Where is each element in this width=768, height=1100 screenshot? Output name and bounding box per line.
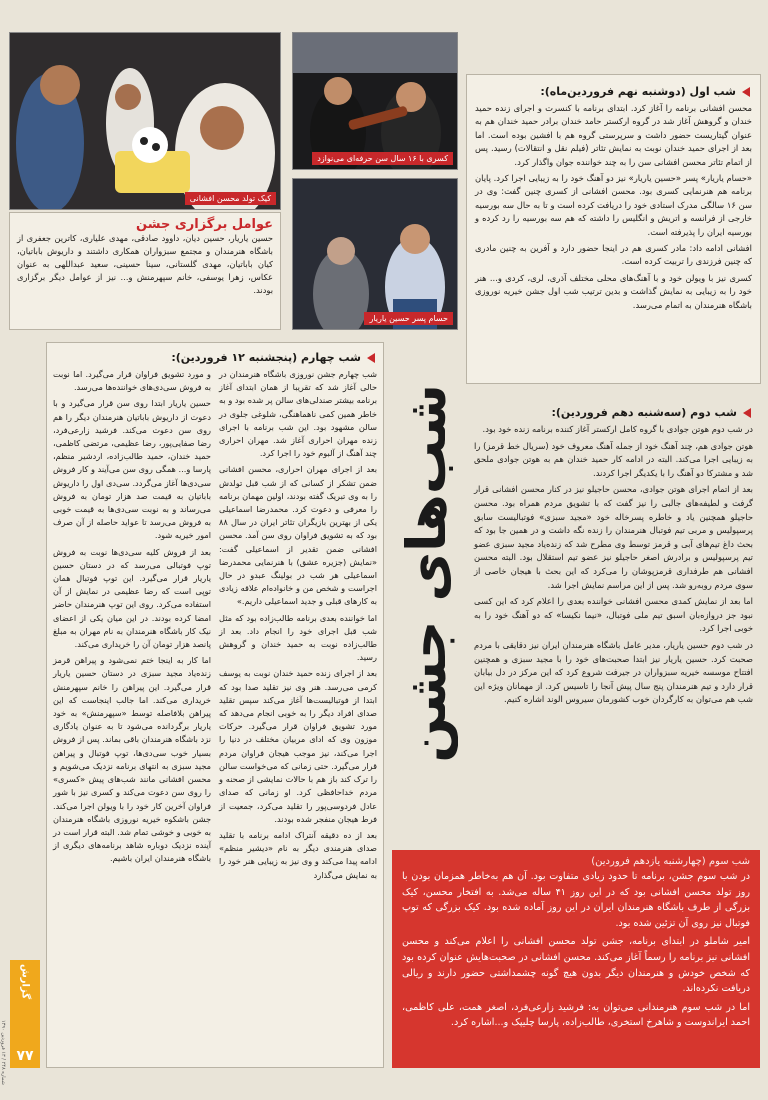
paragraph: اما در شب سوم هنرمندانی می‌توان به: فرشید زارعی‌فرد، اصغر همت، علی کاظمی، احمد ایراندوست و شاهرخ استخری، طالب‌زاده، پارسا چلیپک و...اشاره کرد. bbox=[402, 1001, 750, 1029]
night1-body bbox=[475, 102, 752, 312]
paragraph: امیر شاملو در ابتدای برنامه، جشن تولد محسن افشانی را اعلام می‌کند و محسن افشانی نیز برنامه را رسماً آغاز می‌کند. محسن افشانی در صحبت‌هایش عنوان کرده بود که شخص خودش و هنرمندان دیگر بدون هیچ گونه چشمداشتی حضور دارند و ریالی دریافت نکرده‌اند. bbox=[402, 936, 750, 995]
birthday-caption: کیک تولد محسن افشانی bbox=[185, 192, 276, 205]
section-marker-icon bbox=[742, 87, 750, 97]
paragraph: اما بعد از نمایش کمدی محسن افشانی خواننده بعدی را اعلام کرد که این کسی نبود جز دروازه‌بان اسبق تیم ملی فوتبال، «نیما نکیسا» که دو آهنگ خود را به خوبی اجرا کرد. bbox=[474, 596, 753, 634]
hesam-caption: حسام پسر حسین یاریار bbox=[364, 312, 453, 325]
section-marker-icon bbox=[367, 353, 375, 363]
kasra-photo bbox=[292, 32, 458, 170]
night2-title-text: شب دوم (سه‌شنبه دهم فروردین): bbox=[551, 406, 737, 419]
paragraph: افشانی ادامه داد: مادر کسری هم در اینجا حضور دارد و آفرین به چنین مادری که چنین فرزندی را تربیت کرده است. bbox=[475, 243, 752, 267]
night4-title bbox=[53, 351, 377, 364]
night4-column-left bbox=[53, 368, 211, 885]
night4-columns bbox=[53, 368, 377, 885]
page-side-tab bbox=[10, 960, 40, 1068]
issue-line bbox=[0, 1020, 10, 1090]
birthday-photo-illustration bbox=[10, 33, 281, 210]
night3-body bbox=[402, 869, 750, 1031]
paragraph: شب چهارم جشن نوروزی باشگاه هنرمندان در حالی آغاز شد که تقریبا از همان ابتدای آغاز برنامه بیشتر صندلی‌های سالن پر شده بود و به خاطر همین کمی ناهماهنگی، شلوغی جلوی در سالن مشهود بود. این شب برنامه با اجرای زنده مهران احراری آغاز شد. مهران احراری چند آهنگ از آلبوم خود را اجرا کرد. bbox=[219, 369, 377, 459]
paragraph: «حسام یاریار» پسر «حسین یاریار» نیز دو آهنگ خود را به زیبایی اجرا کرد. پایان برنامه هم هنرنمایی کسری بود. محسن افشانی از کسری چنین گفت: وی در سن ۱۶ سالگی مدرک استادی خود را دریافت کرده است و تا به حال سه بورسیه خارجی از فرانسه و اتریش و انگلیس را داشته که هم سه بورسیه را رد کرده و بورسیه ایران را پذیرفته است. bbox=[475, 173, 752, 237]
paragraph: کسری نیز با ویولن خود و با آهنگ‌های محلی مختلف آذری، لری، کردی و... هنر خود را به زیبایی به نمایش گذاشت و بدین ترتیب شب اول جشن خیریه نوروزی باشگاه هنرمندان به اتمام می‌رسد. bbox=[475, 272, 752, 310]
night3-title: شب سوم (چهارشنبه یازدهم فروردین) bbox=[591, 856, 750, 867]
main-title-text: شب‌های جشن bbox=[394, 383, 458, 763]
paragraph: بعد از اتمام اجرای هوتن جوادی، محسن حاجیلو نیز در کنار محسن افشانی قرار گرفت و لطیفه‌های جالبی را نیز گفت که با تشویق مردم همراه بود. محسن حاجیلو همچنین یاد و خاطره پسرخاله خود «مجید سبزی» فوتبالیست سابق پرسپولیس و مربی تیم فوتبال هنرمندان را زنده نگه داشت و در همین جا بود که بحث داغ تیم‌های آبی و قرمز توسط وی مطرح شد که زنده‌یاد مجید سبزی عضو تیم پرسپولیس و برادرش اصغر حاجیلو نیز عضو تیم استقلال بود. البته محسن افشانی هم طرفداری قرمزپوشان را می‌کرد که این بحث با هیجان خاصی از سوی مردم روبه‌رو شد. پس از این مراسم نمایش اجرا شد. bbox=[474, 484, 753, 590]
birthday-photo bbox=[9, 32, 281, 210]
main-title bbox=[386, 383, 466, 763]
night1-title-text: شب اول (دوشنبه نهم فروردین‌ماه): bbox=[540, 85, 736, 98]
night4-column-right bbox=[219, 368, 377, 885]
paragraph: اما خواننده بعدی برنامه طالب‌زاده بود که مثل شب قبل اجرای خود را انجام داد. بعد از طالب‌زاده نوبت به حمید خندان و گروهش رسید. bbox=[219, 612, 377, 663]
organizers-body: حسین یاریار، حسین دیان، داوود صادقی، مهدی علیاری، کاترین جعفری از باشگاه هنرمندان و مجتمع سبزواران همکاری داشتند و داریوش باباتیان، کیان باباتیان، مهدی گلستانی، سینا حسینی، سعید عبداللهی به عنوان عکاس، زهرا یوسفی، خانم سپهرمنش و... نیز از عوامل دیگر برگزاری بودند. bbox=[17, 233, 273, 295]
kasra-caption: کسری با ۱۶ سال سن حرفه‌ای می‌نوازد bbox=[312, 152, 453, 165]
night2-section bbox=[466, 400, 761, 828]
paragraph: در شب سوم جشن، برنامه تا حدود زیادی متفاوت بود. آن هم به‌خاطر همزمان بودن با روز تولد محسن افشانی بود که در این روز ۴۱ ساله می‌شد. به افتخار محسن، کیک بزرگی از طرف باشگاه هنرمندان ایران در این روز آماده شده بود. کیک بزرگی که توپ فوتبال نیز روی آن تزئین شده بود. bbox=[402, 871, 750, 929]
paragraph: و مورد تشویق فراوان قرار می‌گیرد. اما نوبت به فروش سی‌دی‌های خواننده‌ها می‌رسد. bbox=[53, 369, 211, 393]
kasra-photo-illustration bbox=[293, 33, 458, 170]
night3-section bbox=[392, 850, 760, 1068]
paragraph: بعد از فروش کلیه سی‌دی‌ها نوبت به فروش توپ فوتبالی می‌رسد که در دستان حسین یاریار قرار می‌گیرد. این توپ فوتبال همان توپی است که رضا عظیمی در نمایش از آن استفاده می‌کرد. روی این توپ هنرمندان حاضر امضا کرده بودند. در این میان یکی از اعضای نیک کار باشگاه هنرمندان به نام مهران به مبلغ پانصد هزار تومان آن را خریداری می‌کند. bbox=[53, 546, 211, 650]
night4-section bbox=[46, 342, 384, 1068]
night2-title bbox=[474, 406, 753, 419]
section-marker-icon bbox=[743, 408, 751, 418]
paragraph: محسن افشانی برنامه را آغاز کرد. ابتدای برنامه با کنسرت و اجرای زنده حمید خندان و گروهش آغاز شد در گروه ارکستر حامد خندان برادر حمید خندان هم به عنوان گیتاریست حضور داشت و سرپرستی گروه هم با افشین بوده است. اما بعد از اجرای حمید خندان نوبت به نمایش تئاتر (فیلم نقل و انتقالات) رسید. پس از اتمام تئاتر محسن افشانی سن را به چند خواننده جوان واگذار کرد. bbox=[475, 103, 752, 167]
paragraph: حسین یاریار ابتدا روی سن قرار می‌گیرد و با دعوت از داریوش باباتیان هنرمندان دیگر را هم روی سن دعوت می‌کند. فرشید زارعی‌فرد، رضا صفایی‌پور، رضا عظیمی، مرتضی کاظمی، حمید خندان، حمید طالب‌زاده، اردشیر منظم، پارسا و... همگی روی سن می‌آیند و کار فروش سی‌دی‌ها آغاز می‌گردد. سی‌دی اول را داریوش باباتیان به قیمت صد هزار تومان به فروش می‌رساند و به نوبت سی‌دی‌ها به قیمت خوبی به فروش می‌رسد تا عواید حاصله از آن صرف امور خیریه شود. bbox=[53, 398, 211, 541]
side-label: گزارش bbox=[19, 964, 31, 1000]
hesam-photo bbox=[292, 178, 458, 330]
issue-line-text: شماره ۲۴۸ / ۱۳ فروردین ۱۳۹۰ bbox=[0, 1020, 6, 1085]
paragraph: بعد از اجرای مهران احراری، محسن افشانی ضمن تشکر از کسانی که از شب قبل تولدش را به وی تبریک گفته بودند، اولین مهمان برنامه را معرفی و دعوت کرد. محمدرضا اسماعیلی یکی از بهترین بازیگران تئاتر ایران در سال ۸۸ بود که به تشویق فراوان روی سن آمد. محسن افشانی ضمن تقدیر از اسماعیلی گفت: «نمایش (جزیره عشق) با هنرنمایی محمدرضا اسماعیلی هر شب در بولینگ عبدو در حال اجراست و شخص من و خانواده‌ام علاقه زیادی به کارهای قبلی و جدید اسماعیلی داریم.» bbox=[219, 464, 377, 607]
organizers-title: عوامل برگزاری جشن bbox=[136, 217, 273, 232]
paragraph: بعد از اجرای زنده حمید خندان نوبت به یوسف کرمی می‌رسد. هنر وی نیز تقلید صدا بود که ابتدا از فوتبالیست‌ها آغاز می‌کند سپس تقلید صدای افراد دیگر را به خوبی انجام می‌دهد که مورد تشویق فراوان قرار می‌گیرد. حرکات موزون وی که ادای مربیان مختلف در دنیا را اجرا می‌کند، نیز موجب هیجان فراوان مردم قرار می‌گیرد. حتی زمانی که می‌خواست سالن را ترک کند باز هم با حالات نمایشی از صحنه و مردم خداحافظی کرد. او زمانی که صدای عادل فردوسی‌پور را تقلید می‌کرد، جمعیت از فرط هیجان منفجر شده بودند. bbox=[219, 668, 377, 824]
paragraph: بعد از ده دقیقه آنتراک ادامه برنامه با تقلید صدای هنرمندی دیگر به نام «دیشیر منظم» ادامه پیدا می‌کند و وی نیز به زیبایی هنر خود را به نمایش می‌گذارد bbox=[219, 829, 377, 880]
paragraph: اما کار به اینجا ختم نمی‌شود و پیراهن قرمز زنده‌یاد مجید سبزی در دستان حسین یاریار قرار می‌گیرد. این پیراهن را خانم سپهرمنش خریداری می‌کند. اما جالب اینجاست که این پیراهن بلافاصله توسط «سپهرمنش» به خود یاریار برگردانده می‌شود تا به عنوان یادگاری نزد باشگاه هنرمندان باقی بماند. پس از فروش بسیار خوب سی‌دی‌ها، توپ فوتبال و پیراهن مجید سبزی به انتهای برنامه نزدیک می‌شویم و محسن افشانی مانند شب‌های پیش «کسری» را روی سن دعوت می‌کند و کسری نیز با شور فراوان آخرین کار خود را با ویولن اجرا می‌کند. جشن باشکوه خیریه نوروزی باشگاه هنرمندان به خوبی و خوشی تمام شد. البته قرار است در آینده نزدیک دوباره شاهد برنامه‌های دیگری از باشگاه هنرمندان ایران باشیم. bbox=[53, 655, 211, 864]
night4-title-text: شب چهارم (پنجشنبه ۱۲ فروردین): bbox=[171, 351, 361, 364]
night1-title bbox=[475, 85, 752, 98]
paragraph: در شب دوم هوتن جوادی با گروه کامل ارکستر آغاز کننده برنامه زنده خود بود. bbox=[482, 424, 753, 434]
night2-body bbox=[474, 423, 753, 707]
page-number: ۷۷ bbox=[16, 1048, 34, 1064]
organizers-box bbox=[9, 212, 281, 330]
paragraph: هوتن جوادی هم، چند آهنگ خود از جمله آهنگ معروف خود (سریال خط قرمز) را به زیبایی اجرا می‌کند. البته در ادامه کار حمید خندان هم به هوتن جوادی ملحق شد و مشترکا دو آهنگ را با یکدیگر اجرا کردند. bbox=[474, 440, 753, 478]
paragraph: در شب دوم حسین یاریار، مدیر عامل باشگاه هنرمندان ایران نیز دقایقی با مردم صحبت کرد. حسین یاریار نیز ابتدا صحبت‌های خود را با مجید سبزی و همچنین افتتاح موسسه خیریه سبزواران در جیرفت شروع کرد که این مرکز در دل بیابان قرار دارد و تیم هنرمندان پنج سال پیش آنجا را تاسیس کرد. از مهمانان ویژه این شب هم می‌توان به کارگردان خوب کشورمان سیروس الوند اشاره کنیم. bbox=[474, 639, 753, 705]
hesam-photo-illustration bbox=[293, 179, 458, 330]
night1-section bbox=[466, 74, 761, 384]
